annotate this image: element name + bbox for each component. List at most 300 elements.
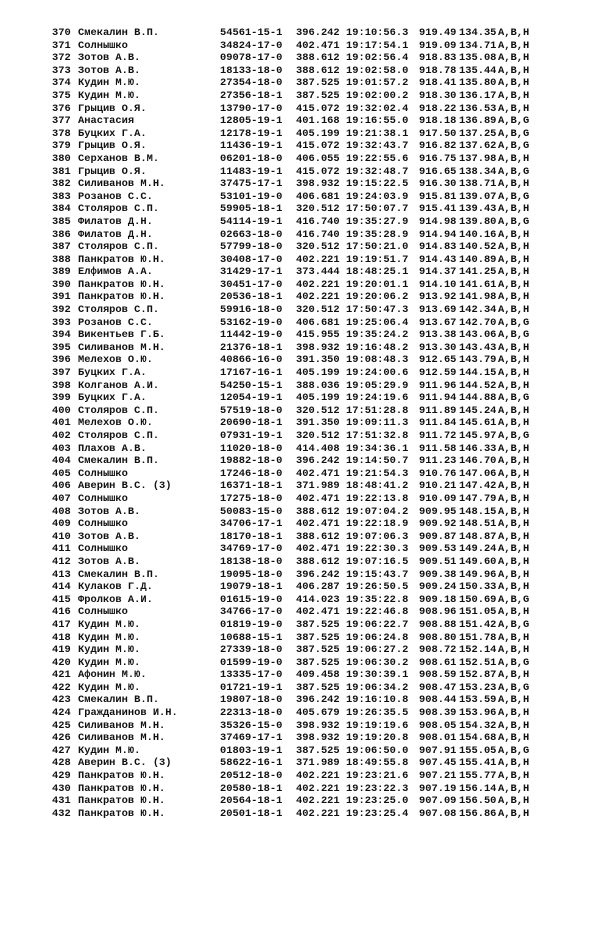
- coefficient: 154.32: [459, 719, 497, 732]
- speed: 919.09: [419, 39, 457, 52]
- row-number: 370: [52, 27, 71, 39]
- ring-number: 20564-18-1: [220, 795, 283, 808]
- row-number: 380: [52, 152, 71, 165]
- coefficient: 137.98: [459, 152, 497, 165]
- fancier-name: Солнышко: [78, 39, 128, 52]
- ring-number: 20501-18-1: [220, 807, 283, 820]
- distance: 398.932: [296, 719, 340, 732]
- categories: A,B,H: [498, 442, 530, 455]
- table-row: [52, 52, 530, 65]
- distance: 405.199: [296, 127, 340, 140]
- distance: 391.350: [296, 417, 340, 430]
- fancier-name: Аверин В.С. (3): [78, 480, 172, 493]
- fancier-name: Кудин М.Ю.: [78, 681, 141, 694]
- coefficient: 156.50: [459, 795, 497, 808]
- row-number: 378: [52, 127, 71, 140]
- distance: 387.525: [296, 644, 340, 657]
- distance: 402.221: [296, 291, 340, 304]
- distance: 402.471: [296, 606, 340, 619]
- categories: A,B,H: [498, 52, 530, 65]
- row-number: 388: [52, 253, 71, 266]
- fancier-name: Кудин М.Ю.: [78, 656, 141, 669]
- coefficient: 147.06: [459, 467, 497, 480]
- table-row: [52, 581, 530, 594]
- ring-number: 01615-19-0: [220, 593, 283, 606]
- distance: 388.612: [296, 52, 340, 65]
- ring-number: 18133-18-0: [220, 64, 283, 77]
- table-row: [52, 341, 530, 355]
- categories: A,B,H: [498, 719, 530, 732]
- distance: 406.287: [296, 581, 340, 594]
- ring-number: 21376-18-1: [220, 341, 283, 354]
- ring-number: 01819-19-0: [220, 618, 283, 631]
- arrival-time: 19:22:46.8: [346, 606, 409, 619]
- table-row: [52, 606, 530, 619]
- table-row: [52, 430, 530, 443]
- fancier-name: Солнышко: [78, 606, 128, 619]
- table-row: [52, 782, 530, 796]
- row-number: 399: [52, 392, 71, 405]
- ring-number: 37475-17-1: [220, 178, 283, 191]
- row-number: 383: [52, 190, 71, 203]
- coefficient: 136.17: [459, 89, 497, 102]
- row-number: 382: [52, 178, 71, 191]
- arrival-time: 19:06:30.2: [346, 656, 409, 669]
- fancier-name: Панкратов Ю.Н.: [78, 795, 166, 808]
- arrival-time: 19:23:22.3: [346, 782, 409, 795]
- fancier-name: Кудин М.Ю.: [78, 618, 141, 631]
- coefficient: 137.25: [459, 127, 497, 140]
- speed: 908.88: [419, 618, 457, 631]
- coefficient: 139.43: [459, 203, 497, 216]
- coefficient: 148.15: [459, 505, 497, 518]
- categories: A,B,G: [498, 593, 530, 606]
- speed: 908.39: [419, 707, 457, 720]
- arrival-time: 19:32:48.7: [346, 165, 409, 178]
- speed: 908.44: [419, 694, 457, 707]
- fancier-name: Смекалин В.П.: [78, 568, 160, 581]
- ring-number: 37469-17-1: [220, 732, 283, 745]
- speed: 913.38: [419, 329, 457, 342]
- categories: A,B,H: [498, 367, 530, 380]
- categories: A,B,G: [498, 681, 530, 694]
- arrival-time: 19:20:06.2: [346, 291, 409, 304]
- arrival-time: 18:49:55.8: [346, 757, 409, 770]
- arrival-time: 19:02:56.4: [346, 52, 409, 65]
- row-number: 392: [52, 304, 71, 317]
- categories: A,B,H: [498, 266, 530, 279]
- fancier-name: Розанов С.С.: [78, 316, 153, 329]
- coefficient: 155.77: [459, 770, 497, 783]
- speed: 911.84: [419, 417, 457, 430]
- coefficient: 153.96: [459, 707, 497, 720]
- distance: 415.072: [296, 140, 340, 153]
- row-number: 391: [52, 291, 71, 304]
- ring-number: 59905-18-1: [220, 203, 283, 216]
- speed: 909.53: [419, 543, 457, 556]
- table-row: [52, 492, 530, 506]
- speed: 911.23: [419, 455, 457, 468]
- distance: 415.072: [296, 165, 340, 178]
- speed: 908.05: [419, 719, 457, 732]
- coefficient: 151.78: [459, 631, 497, 644]
- coefficient: 135.44: [459, 64, 497, 77]
- coefficient: 144.52: [459, 379, 497, 392]
- coefficient: 147.79: [459, 492, 497, 505]
- row-number: 413: [52, 568, 71, 581]
- speed: 918.83: [419, 52, 457, 65]
- fancier-name: Смекалин В.П.: [78, 27, 160, 39]
- speed: 908.80: [419, 631, 457, 644]
- ring-number: 35326-15-0: [220, 719, 283, 732]
- row-number: 417: [52, 618, 71, 631]
- row-number: 371: [52, 39, 71, 52]
- row-number: 432: [52, 807, 71, 820]
- row-number: 384: [52, 203, 71, 216]
- arrival-time: 19:02:00.2: [346, 89, 409, 102]
- row-number: 418: [52, 631, 71, 644]
- ring-number: 17246-18-0: [220, 467, 283, 480]
- fancier-name: Грыцив О.Я.: [78, 165, 147, 178]
- categories: A,B,H: [498, 732, 530, 745]
- distance: 416.740: [296, 215, 340, 228]
- table-row: [52, 190, 530, 204]
- speed: 910.21: [419, 480, 457, 493]
- arrival-time: 19:32:02.4: [346, 102, 409, 115]
- fancier-name: Солнышко: [78, 467, 128, 480]
- row-number: 393: [52, 316, 71, 329]
- row-number: 390: [52, 278, 71, 291]
- speed: 918.22: [419, 102, 457, 115]
- table-row: [52, 694, 530, 707]
- arrival-time: 19:35:27.9: [346, 215, 409, 228]
- arrival-time: 19:16:48.2: [346, 341, 409, 354]
- categories: A,B,H: [498, 505, 530, 518]
- fancier-name: Панкратов Ю.Н.: [78, 278, 166, 291]
- categories: A,B,G: [498, 656, 530, 669]
- table-row: [52, 707, 530, 720]
- coefficient: 148.51: [459, 518, 497, 531]
- categories: A,B,H: [498, 64, 530, 77]
- ring-number: 54561-15-1: [220, 27, 283, 39]
- speed: 914.37: [419, 266, 457, 279]
- categories: A,B,H: [498, 694, 530, 707]
- table-row: [52, 669, 530, 682]
- coefficient: 143.43: [459, 341, 497, 354]
- categories: A,B,G: [498, 744, 530, 757]
- categories: A,B,H: [498, 379, 530, 392]
- fancier-name: Аверин В.С. (3): [78, 757, 172, 770]
- fancier-name: Кудин М.Ю.: [78, 77, 141, 90]
- arrival-time: 17:50:07.7: [346, 203, 409, 216]
- coefficient: 143.79: [459, 354, 497, 367]
- distance: 409.458: [296, 669, 340, 682]
- ring-number: 01721-19-1: [220, 681, 283, 694]
- coefficient: 141.25: [459, 266, 497, 279]
- table-row: [52, 127, 530, 141]
- distance: 402.221: [296, 278, 340, 291]
- categories: A,B,G: [498, 115, 530, 128]
- speed: 910.76: [419, 467, 457, 480]
- distance: 387.525: [296, 744, 340, 757]
- arrival-time: 19:10:56.3: [346, 27, 409, 39]
- ring-number: 27354-18-0: [220, 77, 283, 90]
- categories: A,B,H: [498, 203, 530, 216]
- fancier-name: Зотов А.В.: [78, 555, 141, 568]
- table-row: [52, 253, 530, 267]
- fancier-name: Панкратов Ю.Н.: [78, 807, 166, 820]
- speed: 907.09: [419, 795, 457, 808]
- row-number: 409: [52, 518, 71, 531]
- ring-number: 57519-18-0: [220, 404, 283, 417]
- arrival-time: 19:06:27.2: [346, 644, 409, 657]
- fancier-name: Колганов А.И.: [78, 379, 160, 392]
- fancier-name: Панкратов Ю.Н.: [78, 782, 166, 795]
- coefficient: 155.41: [459, 757, 497, 770]
- row-number: 387: [52, 241, 71, 254]
- arrival-time: 19:06:22.7: [346, 618, 409, 631]
- ring-number: 53162-19-0: [220, 316, 283, 329]
- speed: 917.50: [419, 127, 457, 140]
- row-number: 397: [52, 367, 71, 380]
- categories: A,B,H: [498, 228, 530, 241]
- speed: 909.87: [419, 530, 457, 543]
- categories: A,B,H: [498, 178, 530, 191]
- ring-number: 30451-17-0: [220, 278, 283, 291]
- ring-number: 01803-19-1: [220, 744, 283, 757]
- speed: 915.41: [419, 203, 457, 216]
- fancier-name: Елфимов А.А.: [78, 266, 153, 279]
- fancier-name: Афонин М.Ю.: [78, 669, 147, 682]
- ring-number: 54250-15-1: [220, 379, 283, 392]
- ring-number: 11442-19-0: [220, 329, 283, 342]
- row-number: 428: [52, 757, 71, 770]
- ring-number: 34766-17-0: [220, 606, 283, 619]
- coefficient: 140.52: [459, 241, 497, 254]
- table-row: [52, 241, 530, 254]
- distance: 398.932: [296, 178, 340, 191]
- distance: 406.681: [296, 190, 340, 203]
- categories: A,B,G: [498, 215, 530, 228]
- coefficient: 135.08: [459, 52, 497, 65]
- table-row: [52, 102, 530, 116]
- coefficient: 145.97: [459, 430, 497, 442]
- table-row: [52, 367, 530, 380]
- speed: 918.41: [419, 77, 457, 90]
- coefficient: 135.80: [459, 77, 497, 90]
- distance: 405.679: [296, 707, 340, 720]
- arrival-time: 19:07:04.2: [346, 505, 409, 518]
- distance: 414.408: [296, 442, 340, 455]
- categories: A,B,G: [498, 329, 530, 342]
- ring-number: 53101-19-0: [220, 190, 283, 203]
- arrival-time: 19:08:48.3: [346, 354, 409, 367]
- distance: 406.055: [296, 152, 340, 165]
- row-number: 415: [52, 593, 71, 606]
- speed: 909.24: [419, 581, 457, 594]
- distance: 402.471: [296, 39, 340, 52]
- table-row: [52, 543, 530, 556]
- arrival-time: 19:19:20.8: [346, 732, 409, 745]
- row-number: 410: [52, 530, 71, 543]
- ring-number: 19079-18-1: [220, 581, 283, 594]
- table-row: [52, 178, 530, 191]
- arrival-time: 19:17:54.1: [346, 39, 409, 52]
- arrival-time: 19:05:29.9: [346, 379, 409, 392]
- distance: 402.221: [296, 782, 340, 795]
- row-number: 426: [52, 732, 71, 745]
- arrival-time: 19:20:01.1: [346, 278, 409, 291]
- arrival-time: 19:09:11.3: [346, 417, 409, 430]
- table-row: [52, 354, 530, 367]
- categories: A,B,H: [498, 480, 530, 493]
- arrival-time: 19:22:55.6: [346, 152, 409, 165]
- fancier-name: Филатов Д.Н.: [78, 215, 153, 228]
- arrival-time: 19:24:03.9: [346, 190, 409, 203]
- table-row: [52, 644, 530, 657]
- row-number: 404: [52, 455, 71, 468]
- speed: 909.92: [419, 518, 457, 531]
- table-row: [52, 228, 530, 242]
- speed: 916.82: [419, 140, 457, 153]
- arrival-time: 19:32:43.7: [346, 140, 409, 153]
- row-number: 405: [52, 467, 71, 480]
- table-row: [52, 732, 530, 745]
- distance: 320.512: [296, 203, 340, 216]
- fancier-name: Мелехов О.Ю.: [78, 417, 153, 430]
- table-row: [52, 278, 530, 292]
- coefficient: 151.05: [459, 606, 497, 619]
- row-number: 414: [52, 581, 71, 594]
- row-number: 408: [52, 505, 71, 518]
- fancier-name: Филатов Д.Н.: [78, 228, 153, 241]
- ring-number: 19807-18-0: [220, 694, 283, 707]
- distance: 371.989: [296, 757, 340, 770]
- arrival-time: 19:26:35.5: [346, 707, 409, 720]
- table-row: [52, 480, 530, 493]
- speed: 908.96: [419, 606, 457, 619]
- ring-number: 30408-17-0: [220, 253, 283, 266]
- arrival-time: 19:35:28.9: [346, 228, 409, 241]
- speed: 907.08: [419, 807, 457, 820]
- ring-number: 18138-18-0: [220, 555, 283, 568]
- arrival-time: 19:34:36.1: [346, 442, 409, 455]
- categories: A,B,H: [498, 530, 530, 543]
- row-number: 379: [52, 140, 71, 153]
- fancier-name: Кулаков Г.Д.: [78, 581, 153, 594]
- distance: 402.221: [296, 770, 340, 783]
- coefficient: 141.61: [459, 278, 497, 291]
- coefficient: 144.88: [459, 392, 497, 405]
- speed: 909.18: [419, 593, 457, 606]
- categories: A,B,H: [498, 770, 530, 783]
- ring-number: 06201-18-0: [220, 152, 283, 165]
- ring-number: 12178-19-1: [220, 127, 283, 140]
- row-number: 373: [52, 64, 71, 77]
- coefficient: 149.96: [459, 568, 497, 581]
- ring-number: 34769-17-0: [220, 543, 283, 556]
- distance: 405.199: [296, 367, 340, 380]
- row-number: 372: [52, 52, 71, 65]
- table-row: [52, 379, 530, 393]
- speed: 911.94: [419, 392, 457, 405]
- table-row: [52, 266, 530, 279]
- distance: 414.023: [296, 593, 340, 606]
- row-number: 429: [52, 770, 71, 783]
- coefficient: 152.87: [459, 669, 497, 682]
- categories: A,B,G: [498, 316, 530, 329]
- arrival-time: 19:22:30.3: [346, 543, 409, 556]
- arrival-time: 17:50:21.0: [346, 241, 409, 254]
- row-number: 385: [52, 215, 71, 228]
- categories: A,B,G: [498, 190, 530, 203]
- ring-number: 20536-18-1: [220, 291, 283, 304]
- speed: 916.65: [419, 165, 457, 178]
- arrival-time: 19:25:06.4: [346, 316, 409, 329]
- arrival-time: 19:15:22.5: [346, 178, 409, 191]
- speed: 919.49: [419, 27, 457, 39]
- row-number: 400: [52, 404, 71, 417]
- arrival-time: 19:15:43.7: [346, 568, 409, 581]
- categories: A,B,H: [498, 581, 530, 594]
- coefficient: 134.35: [459, 27, 497, 39]
- fancier-name: Кудин М.Ю.: [78, 744, 141, 757]
- coefficient: 142.70: [459, 316, 497, 329]
- speed: 914.94: [419, 228, 457, 241]
- coefficient: 146.70: [459, 455, 497, 468]
- fancier-name: Столяров С.П.: [78, 203, 160, 216]
- fancier-name: Грыцив О.Я.: [78, 102, 147, 115]
- row-number: 402: [52, 430, 71, 442]
- categories: A,B,H: [498, 669, 530, 682]
- ring-number: 11436-19-1: [220, 140, 283, 153]
- speed: 913.92: [419, 291, 457, 304]
- table-row: [52, 77, 530, 90]
- categories: A,B,H: [498, 354, 530, 367]
- fancier-name: Силиванов М.Н.: [78, 341, 166, 354]
- fancier-name: Кудин М.Ю.: [78, 631, 141, 644]
- distance: 405.199: [296, 392, 340, 405]
- ring-number: 20512-18-0: [220, 770, 283, 783]
- row-number: 423: [52, 694, 71, 707]
- table-row: [52, 392, 530, 405]
- ring-number: 20580-18-1: [220, 782, 283, 795]
- table-row: [52, 89, 530, 103]
- categories: A,B,H: [498, 404, 530, 417]
- row-number: 425: [52, 719, 71, 732]
- speed: 911.72: [419, 430, 457, 442]
- row-number: 376: [52, 102, 71, 115]
- categories: A,B,H: [498, 518, 530, 531]
- categories: A,B,G: [498, 618, 530, 631]
- table-row: [52, 165, 530, 179]
- fancier-name: Мелехов О.Ю.: [78, 354, 153, 367]
- fancier-name: Столяров С.П.: [78, 404, 160, 417]
- categories: A,B,G: [498, 392, 530, 405]
- row-number: 401: [52, 417, 71, 430]
- categories: A,B,H: [498, 492, 530, 505]
- ring-number: 34706-17-1: [220, 518, 283, 531]
- fancier-name: Панкратов Ю.Н.: [78, 253, 166, 266]
- arrival-time: 19:23:21.6: [346, 770, 409, 783]
- speed: 914.10: [419, 278, 457, 291]
- ring-number: 27356-18-1: [220, 89, 283, 102]
- coefficient: 139.07: [459, 190, 497, 203]
- table-row: [52, 505, 530, 519]
- categories: A,B,H: [498, 555, 530, 568]
- arrival-time: 19:35:22.8: [346, 593, 409, 606]
- distance: 387.525: [296, 618, 340, 631]
